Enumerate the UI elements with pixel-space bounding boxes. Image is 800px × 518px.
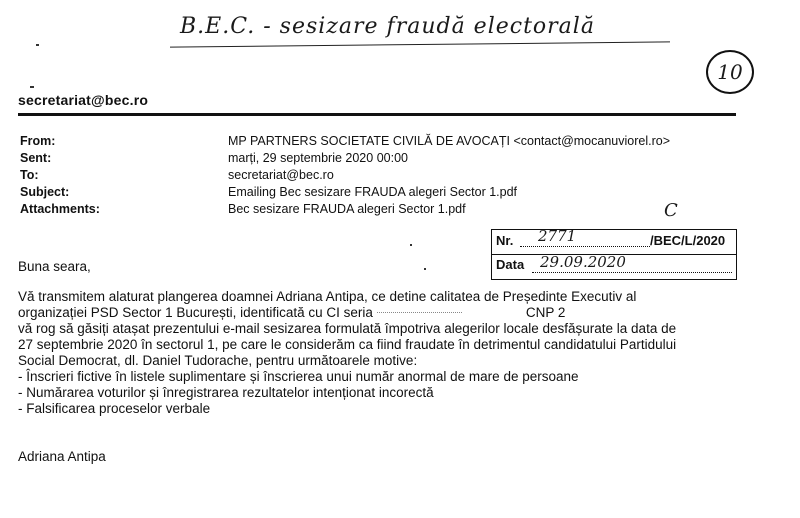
body-line: vă rog să găsiți atașat prezentului e-mail sesizarea formulată împotriva alegerilor locale desfășurate la data de <box>18 321 677 336</box>
to-value: secretariat@bec.ro <box>228 168 334 182</box>
handwritten-underline <box>170 41 670 47</box>
mailbox-address: secretariat@bec.ro <box>18 92 149 108</box>
to-label: To: <box>20 168 39 182</box>
circled-number-mark <box>706 50 754 94</box>
stamp-date-label: Data <box>496 257 525 272</box>
email-body <box>18 289 778 417</box>
stamp-nr-suffix: /BEC/L/2020 <box>650 233 726 248</box>
handwritten-title: B.E.C. - sesizare fraudă electorală <box>180 14 595 39</box>
stamp-nr-label: Nr. <box>496 233 514 248</box>
body-line-part: organizației PSD Sector 1 București, identificată cu CI seria <box>18 305 373 320</box>
scan-speck <box>30 86 34 88</box>
list-item: - Falsificarea proceselor verbale <box>18 401 211 416</box>
attachments-value: Bec sesizare FRAUDA alegeri Sector 1.pdf <box>228 202 466 216</box>
signature: Adriana Antipa <box>18 449 106 464</box>
from-label: From: <box>20 134 56 148</box>
handwritten-letter: C <box>664 200 678 221</box>
body-line: Vă transmitem alaturat plangerea doamnei Adriana Antipa, ce detine calitatea de Președinte Executiv al <box>18 289 637 304</box>
registration-stamp <box>491 229 737 280</box>
body-line-part: CNP 2 <box>525 305 566 320</box>
scan-speck <box>424 268 426 270</box>
list-item: - Numărarea voturilor și înregistrarea rezultatelor intenționat incorectă <box>18 385 434 400</box>
mailbox-divider <box>18 113 736 116</box>
body-line: 27 septembrie 2020 în sectorul 1, pe care le considerăm ca fiind fraudate în detrimentul candidatului Partidului <box>18 337 677 352</box>
sent-value: marți, 29 septembrie 2020 00:00 <box>228 151 408 165</box>
attachments-label: Attachments: <box>20 202 100 216</box>
from-value: MP PARTNERS SOCIETATE CIVILĂ DE AVOCAȚI <contact@mocanuviorel.ro> <box>228 134 670 148</box>
scan-speck <box>410 244 412 246</box>
subject-value: Emailing Bec sesizare FRAUDA alegeri Sector 1.pdf <box>228 185 518 199</box>
greeting: Buna seara, <box>18 259 91 274</box>
stamp-nr-value: 2771 <box>538 227 577 245</box>
circled-number: 10 <box>717 60 743 84</box>
list-item: - Înscrieri fictive în listele suplimentare și înscrierea unui număr anormal de mare de persoane <box>18 369 579 384</box>
body-line <box>18 305 778 321</box>
redacted-field <box>377 312 462 314</box>
body-line: Social Democrat, dl. Daniel Tudorache, pentru următoarele motive: <box>18 353 418 368</box>
scan-speck <box>36 44 39 46</box>
stamp-date-value: 29.09.2020 <box>540 253 626 271</box>
sent-label: Sent: <box>20 151 52 165</box>
subject-label: Subject: <box>20 185 70 199</box>
